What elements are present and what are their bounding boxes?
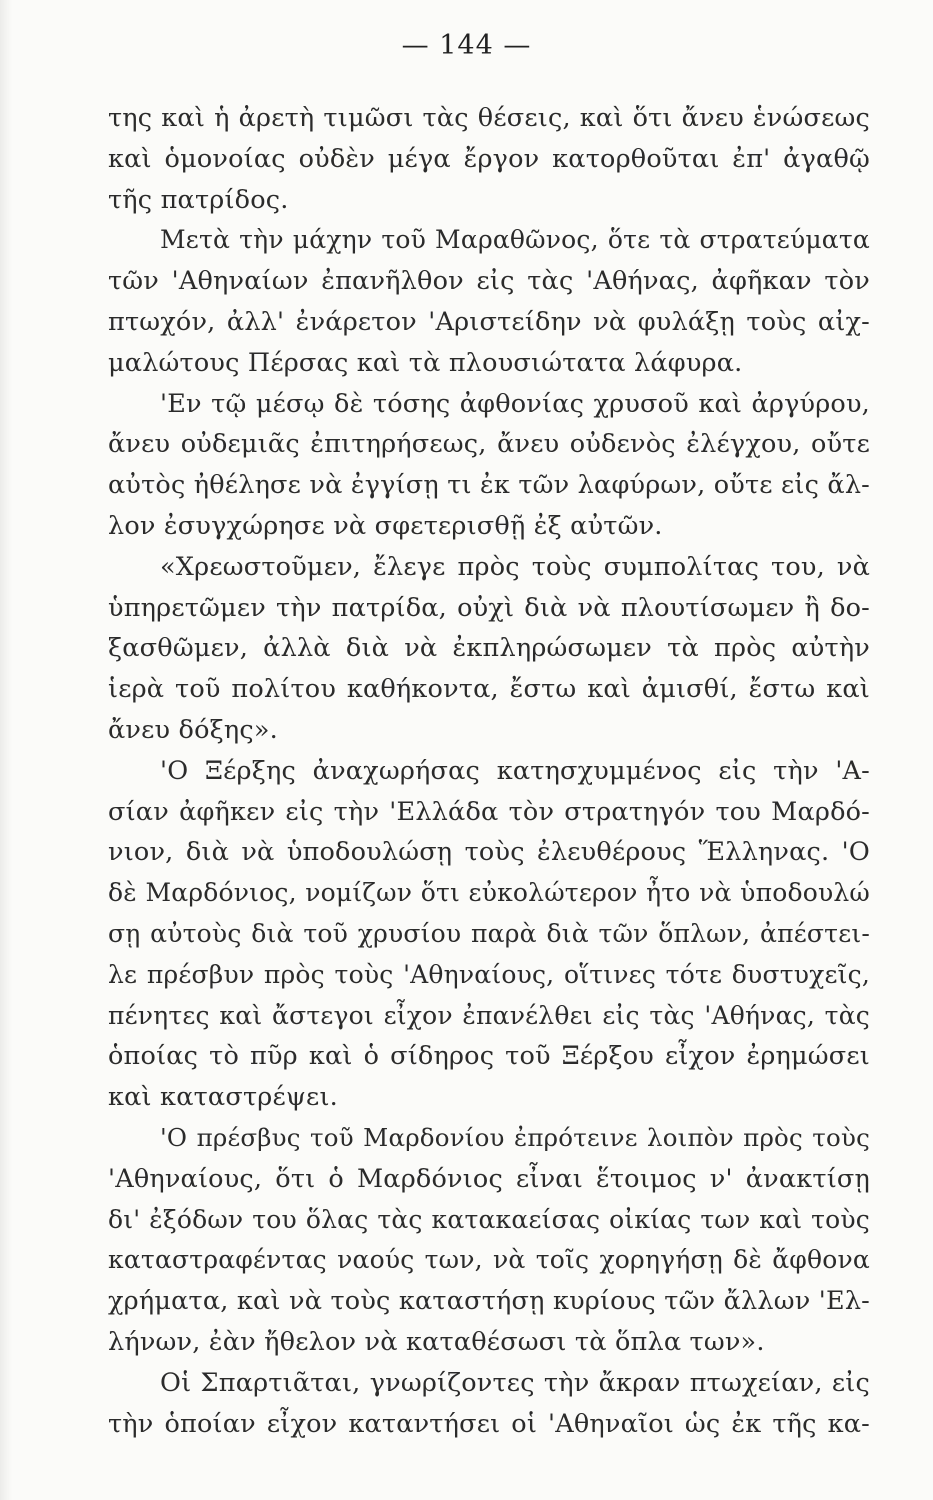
text-line: δι' ἐξόδων του ὅλας τὰς κατακαείσας οἰκίας των καὶ τοὺς [108,1204,870,1234]
text-line: ἄνευ δόξης». [108,714,278,745]
page-edge-shadow [0,0,12,1500]
page-number: — 144 — [401,30,532,61]
text-line: λε πρέσβυν πρὸς τοὺς 'Αθηναίους, οἵτινες τότε δυστυχεῖς, [108,959,870,989]
text-line: λον ἐσυγχώρησε νὰ σφετερισθῇ ἐξ αὐτῶν. [108,510,663,541]
text-line: «Χρεωστοῦμεν, ἔλεγε πρὸς τοὺς συμπολίτας του, νὰ [160,551,870,582]
text-line: ἄνευ οὐδεμιᾶς ἐπιτηρήσεως, ἄνευ οὐδενὸς ἐλέγχου, οὔτε [108,429,870,460]
text-line: αὐτὸς ἠθέλησε νὰ ἐγγίσῃ τι ἐκ τῶν λαφύρων, οὔτε εἰς ἄλ- [108,470,870,501]
text-line: καταστραφέντας ναούς των, νὰ τοῖς χορηγήσῃ δὲ ἄφθονα [108,1245,870,1275]
text-line: 'Ο Ξέρξης ἀναχωρήσας κατησχυμμένος εἰς τὴν 'Α- [160,755,870,786]
text-line: 'Εν τῷ μέσῳ δὲ τόσης ἀφθονίας χρυσοῦ καὶ ἀργύρου, [160,388,870,419]
text-line: σῃ αὐτοὺς διὰ τοῦ χρυσίου παρὰ διὰ τῶν ὅπλων, ἀπέστει- [108,918,870,948]
text-line: τὴν ὁποίαν εἶχον καταντήσει οἱ 'Αθηναῖοι ὡς ἐκ τῆς κα- [108,1408,870,1439]
text-line: Μετὰ τὴν μάχην τοῦ Μαραθῶνος, ὅτε τὰ στρατεύματα [160,225,870,255]
text-line: Οἱ Σπαρτιᾶται, γνωρίζοντες τὴν ἄκραν πτωχείαν, εἰς [160,1367,870,1398]
text-line: τῆς πατρίδος. [108,184,289,215]
text-line: πένητες καὶ ἄστεγοι εἶχον ἐπανέλθει εἰς τὰς 'Αθήνας, τὰς [108,1000,870,1030]
text-line: λήνων, ἐὰν ἤθελον νὰ καταθέσωσι τὰ ὅπλα των». [108,1326,765,1357]
text-line: καὶ ὁμονοίας οὐδὲν μέγα ἔργον κατορθοῦται ἐπ' ἀγαθῷ [108,143,870,174]
text-line: χρήματα, καὶ νὰ τοὺς καταστήσῃ κυρίους τῶν ἄλλων 'Ελ- [108,1286,870,1317]
text-line: σίαν ἀφῆκεν εἰς τὴν 'Ελλάδα τὸν στρατηγόν του Μαρδό- [108,796,870,827]
body-text [108,98,870,1444]
text-line: 'Ο πρέσβυς τοῦ Μαρδονίου ἐπρότεινε λοιπὸν πρὸς τοὺς [160,1122,870,1152]
text-line: πτωχόν, ἀλλ' ἐνάρετον 'Αριστείδην νὰ φυλάξῃ τοὺς αἰχ- [108,306,870,337]
text-line: τῶν 'Αθηναίων ἐπανῆλθον εἰς τὰς 'Αθήνας, ἀφῆκαν τὸν [108,266,870,297]
text-line: της καὶ ἡ ἀρετὴ τιμῶσι τὰς θέσεις, καὶ ὅτι ἄνευ ἑνώσεως [108,103,870,133]
text-line: ἱερὰ τοῦ πολίτου καθήκοντα, ἔστω καὶ ἀμισθί, ἔστω καὶ [108,674,870,705]
text-line: δὲ Μαρδόνιος, νομίζων ὅτι εὐκολώτερον ἦτο νὰ ὑποδουλώ [108,878,870,908]
text-line: ὁποίας τὸ πῦρ καὶ ὁ σίδηρος τοῦ Ξέρξου εἶχον ἐρημώσει [108,1041,870,1072]
text-line: ξασθῶμεν, ἀλλὰ διὰ νὰ ἐκπληρώσωμεν τὰ πρὸς αὐτὴν [108,633,870,664]
text-line: ὑπηρετῶμεν τὴν πατρίδα, οὐχὶ διὰ νὰ πλουτίσωμεν ἢ δο- [108,592,870,623]
text-line: νιον, διὰ νὰ ὑποδουλώσῃ τοὺς ἐλευθέρους Ἕλληνας. 'Ο [108,837,870,868]
text-line: καὶ καταστρέψει. [108,1082,338,1113]
text-line: 'Αθηναίους, ὅτι ὁ Μαρδόνιος εἶναι ἕτοιμος ν' ἀνακτίσῃ [108,1163,870,1194]
text-line: μαλώτους Πέρσας καὶ τὰ πλουσιώτατα λάφυρα. [108,347,743,378]
